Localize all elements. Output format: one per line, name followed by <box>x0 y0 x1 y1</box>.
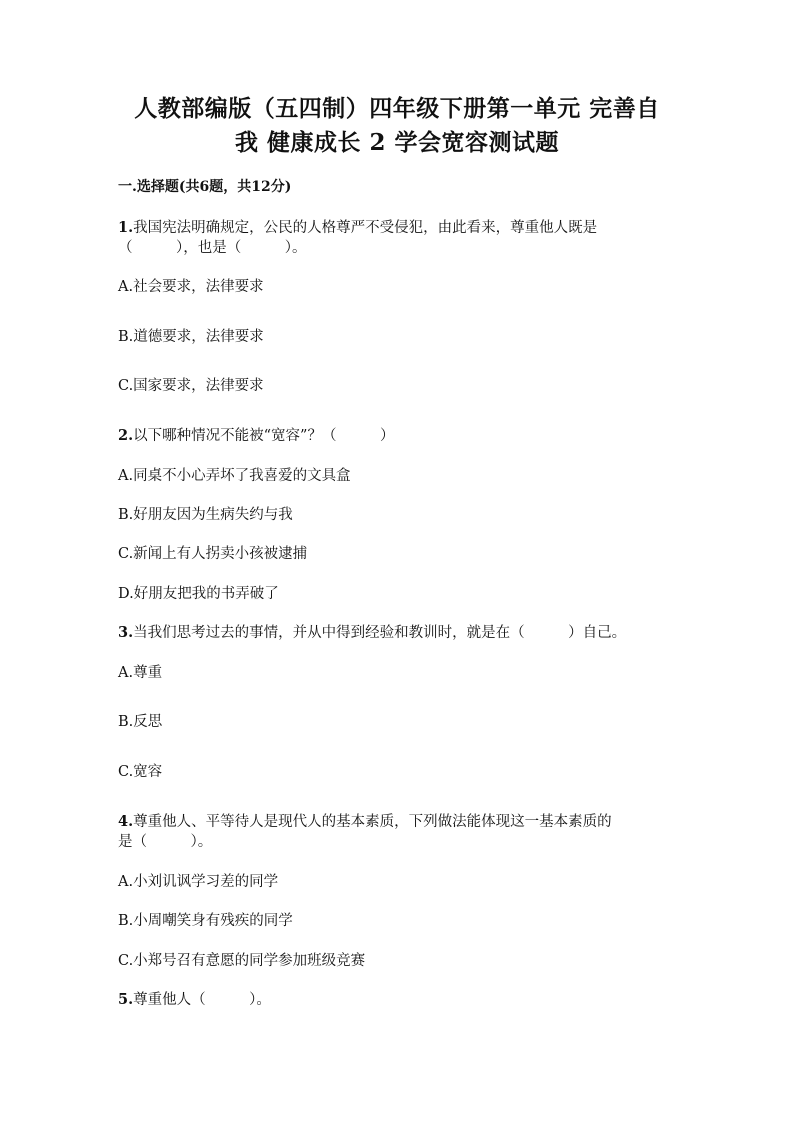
title-line-1: 人教部编版（五四制）四年级下册第一单元 完善自 <box>134 95 660 122</box>
title-line-2: 我 健康成长 2 学会宽容测试题 <box>234 129 560 156</box>
question-text-cont: 是（ ）。 <box>118 834 213 850</box>
option-4a: A.小刘讥讽学习差的同学 <box>118 874 279 890</box>
option-2d: D.好朋友把我的书弄破了 <box>118 586 279 602</box>
question-number: 3. <box>118 624 134 641</box>
question-number: 1. <box>118 219 134 236</box>
option-3b: B.反思 <box>118 714 163 730</box>
question-3 <box>118 623 678 643</box>
section-heading: 一.选择题(共6题，共12分) <box>118 179 292 195</box>
option-4b: B.小周嘲笑身有残疾的同学 <box>118 913 293 929</box>
question-number: 2. <box>118 427 134 444</box>
question-text-cont: （ ），也是（ ）。 <box>118 240 307 256</box>
question-5 <box>118 990 678 1010</box>
document-title <box>100 92 694 160</box>
option-3a: A.尊重 <box>118 665 163 681</box>
option-2a: A.同桌不小心弄坏了我喜爱的文具盒 <box>118 468 351 484</box>
option-1c: C.国家要求，法律要求 <box>118 378 264 394</box>
question-2 <box>118 426 678 446</box>
question-number: 4. <box>118 813 134 830</box>
question-text: 我国宪法明确规定，公民的人格尊严不受侵犯，由此看来，尊重他人既是 <box>133 220 598 236</box>
question-text: 以下哪种情况不能被“宽容”？（ ） <box>133 428 395 444</box>
question-1 <box>118 218 678 258</box>
option-2c: C.新闻上有人拐卖小孩被逮捕 <box>118 546 308 562</box>
question-text: 尊重他人、平等待人是现代人的基本素质，下列做法能体现这一基本素质的 <box>133 814 612 830</box>
option-2b: B.好朋友因为生病失约与我 <box>118 507 293 523</box>
question-text: 当我们思考过去的事情，并从中得到经验和教训时，就是在（ ）自己。 <box>133 625 627 641</box>
option-1a: A.社会要求，法律要求 <box>118 279 264 295</box>
question-text: 尊重他人（ ）。 <box>133 992 271 1008</box>
option-1b: B.道德要求，法律要求 <box>118 329 264 345</box>
option-3c: C.宽容 <box>118 764 163 780</box>
question-4 <box>118 812 678 852</box>
option-4c: C.小郑号召有意愿的同学参加班级竞赛 <box>118 953 366 969</box>
question-number: 5. <box>118 991 134 1008</box>
